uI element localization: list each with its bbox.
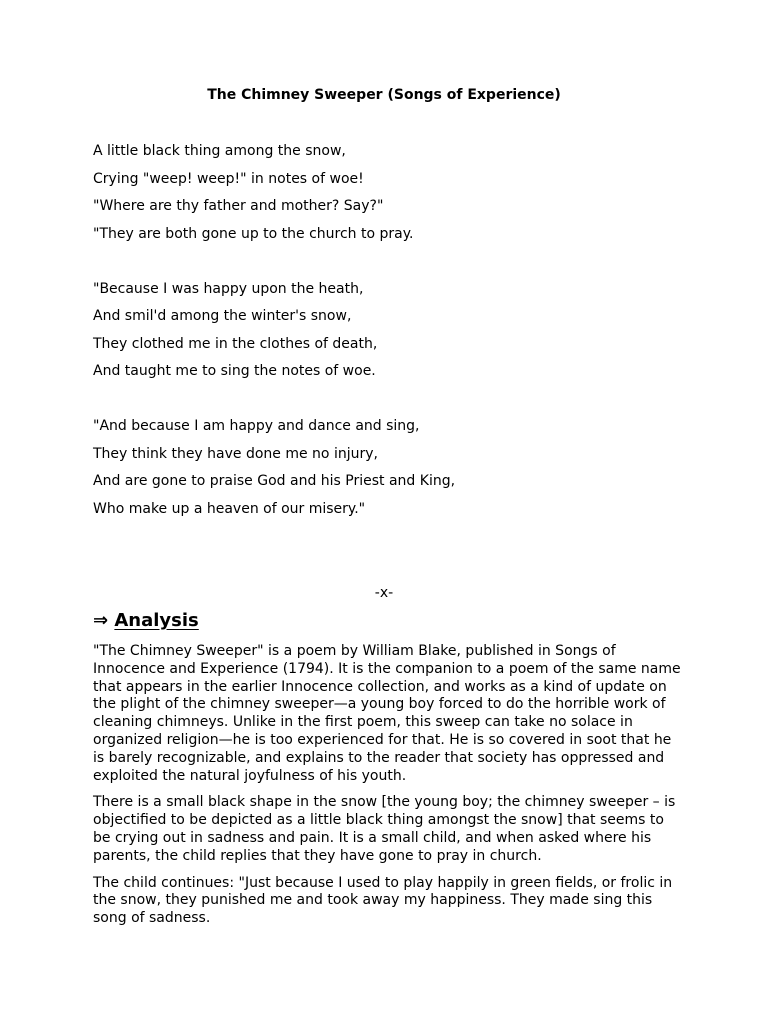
poem-line: And taught me to sing the notes of woe. xyxy=(93,363,376,379)
analysis-heading-label: Analysis xyxy=(114,610,199,631)
poem-line: A little black thing among the snow, xyxy=(93,143,346,159)
poem-title: The Chimney Sweeper (Songs of Experience) xyxy=(207,87,561,103)
analysis-paragraph: "The Chimney Sweeper" is a poem by William Blake, published in Songs of Innocence and Experience (1794). It is the companion to a poem of the same name that appears in the earlier Innocence collection, and works as a kind of update on the plight of the chimney sweeper—a young boy forced to do the horrible work of cleaning chimneys. Unlike in the first poem, this sweep can take no solace in organized religion—he is too experienced for that. He is so covered in soot that he is barely recognizable, and explains to the reader that society has oppressed and exploited the natural joyfulness of his youth. xyxy=(93,643,681,784)
poem-stanza xyxy=(93,142,693,252)
section-divider: -x- xyxy=(374,585,394,601)
poem-line: "They are both gone up to the church to pray. xyxy=(93,225,414,242)
poem-line: "Because I was happy upon the heath, xyxy=(93,280,364,297)
poem-line: Who make up a heaven of our misery." xyxy=(93,500,366,517)
analysis-paragraph: There is a small black shape in the snow [the young boy; the chimney sweeper – is objectified to be depicted as a little black thing amongst the snow] that seems to be crying out in sadness and pain. It is a small child, and when asked where his parents, the child replies that they have gone to pray in church. xyxy=(93,794,676,864)
poem-line: "And because I am happy and dance and sing, xyxy=(93,418,420,434)
poem-line: They think they have done me no injury, xyxy=(93,445,378,462)
analysis-body xyxy=(93,643,683,937)
poem-line: They clothed me in the clothes of death, xyxy=(93,335,378,352)
poem-stanza xyxy=(93,417,693,527)
analysis-heading xyxy=(93,610,199,632)
poem-line: "Where are thy father and mother? Say?" xyxy=(93,198,384,214)
right-arrow-icon: ⇒ xyxy=(93,610,109,631)
poem-line: And smil'd among the winter's snow, xyxy=(93,308,352,324)
analysis-paragraph: The child continues: "Just because I used to play happily in green fields, or frolic in the snow, they punished me and took away my happiness. They made sing this song of sadness. xyxy=(93,874,673,927)
poem-line: Crying "weep! weep!" in notes of woe! xyxy=(93,170,364,187)
poem-stanza xyxy=(93,280,693,390)
poem-body xyxy=(93,142,693,527)
poem-line: And are gone to praise God and his Priest and King, xyxy=(93,473,456,489)
